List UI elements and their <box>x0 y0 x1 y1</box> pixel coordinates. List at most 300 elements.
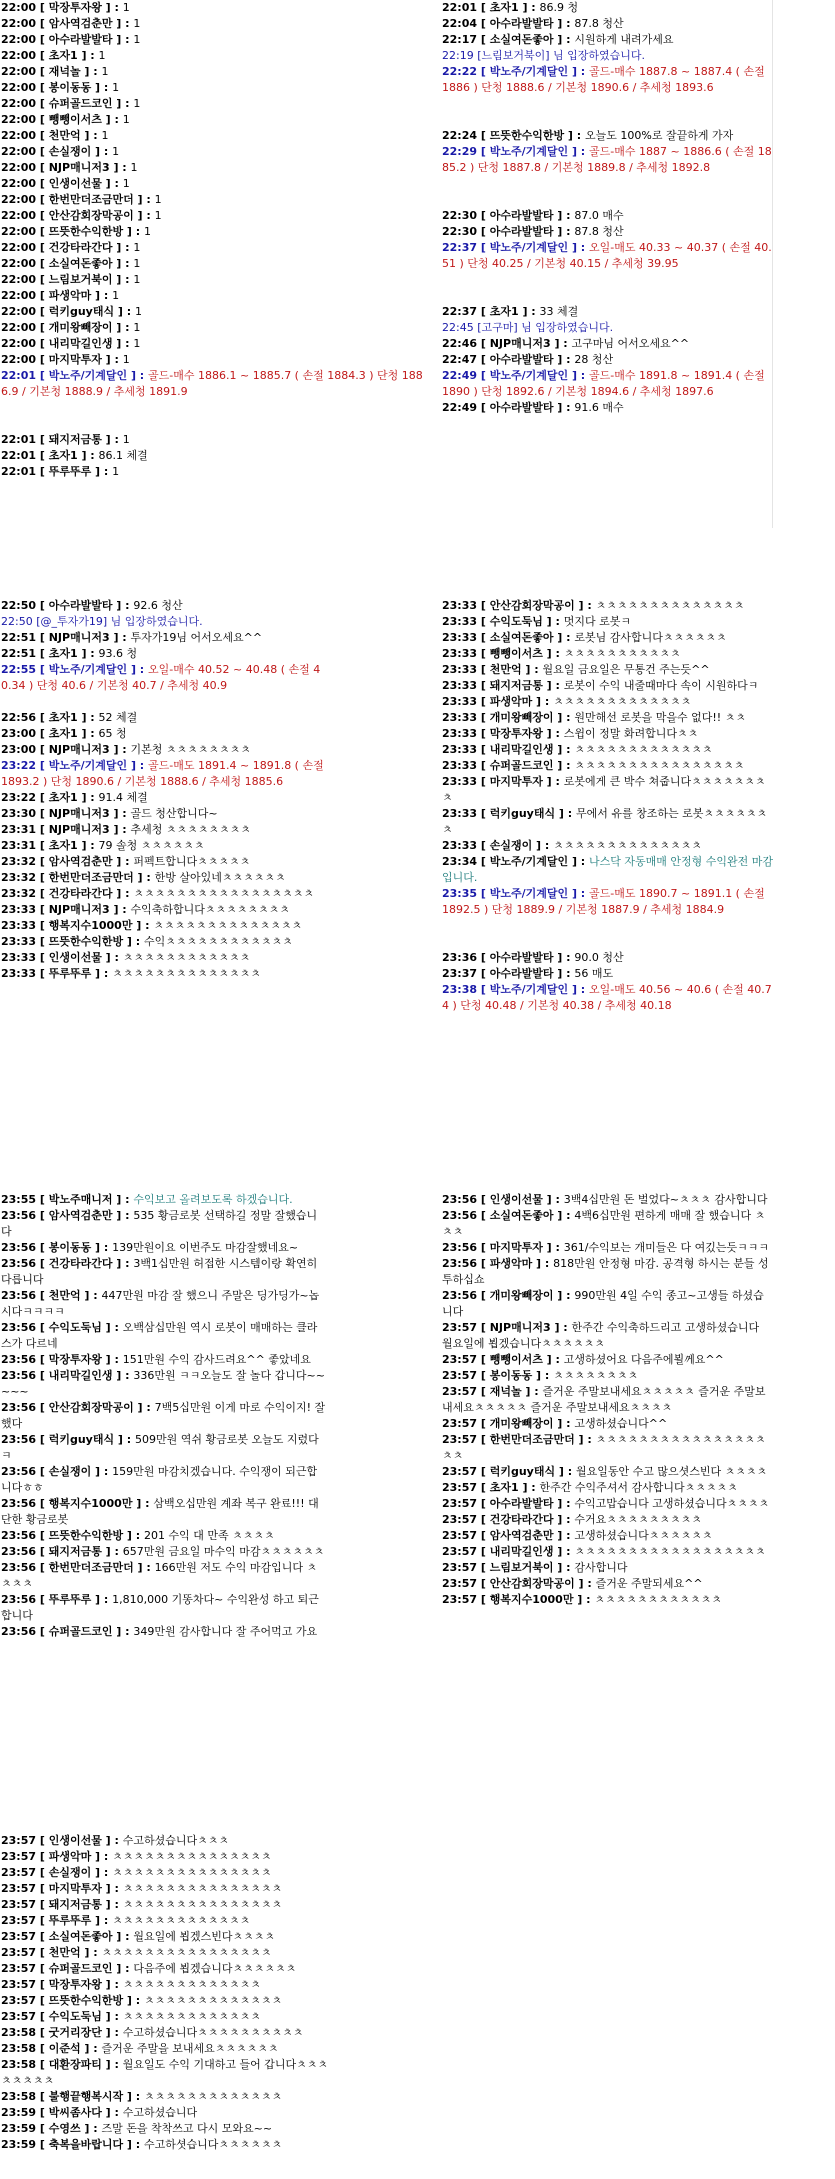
sender-name[interactable]: 파생악마 <box>489 1257 533 1270</box>
sender-name[interactable]: NJP매니저3 <box>489 1321 551 1334</box>
bracket-open: [ <box>477 1561 490 1574</box>
sender-name[interactable]: 초자1 <box>48 839 78 852</box>
sender-name[interactable]: 박노주/기계달인 <box>489 855 569 868</box>
bracket-open: [ <box>36 663 49 676</box>
bracket-open: [ <box>477 1433 490 1446</box>
message-text: 고생하셨어요 다음주에뵐께요^^ <box>563 1353 724 1366</box>
sender-name[interactable]: 박노주/기계달인 <box>48 369 128 382</box>
bracket-open: [ <box>36 465 49 478</box>
message-time: 22:00 <box>1 129 37 142</box>
sender-name[interactable]: 느림보거북이 <box>48 273 113 286</box>
chat-message <box>1 32 431 48</box>
bracket-open: [ <box>477 839 490 852</box>
sender-name[interactable]: 봉이동동 <box>489 1369 533 1382</box>
sender-name[interactable]: 안산감회장막공이 <box>48 209 134 222</box>
sender-name[interactable]: 아수라발발타 <box>489 17 554 30</box>
chat-message <box>1 192 431 208</box>
sender-name[interactable]: 초자1 <box>48 647 78 660</box>
sender-name[interactable]: 대환장파티 <box>48 2058 102 2071</box>
sender-name[interactable]: 슈퍼골드코인 <box>48 97 113 110</box>
bracket-close: ] : <box>112 1369 134 1382</box>
sender-name[interactable]: 마지막투자 <box>48 353 102 366</box>
chat-message <box>1 128 431 144</box>
message-text: 다음주에 뵙겠습니다ㅊㅊㅊㅊㅊㅊ <box>133 1962 297 1975</box>
bracket-close: ] : <box>553 1529 575 1542</box>
sender-name[interactable]: 아수라발발타 <box>489 209 554 222</box>
bracket-close: ] : <box>553 1545 575 1558</box>
message-time: 23:56 <box>1 1321 37 1334</box>
message-text: 추세청 ㅊㅊㅊㅊㅊㅊㅊㅊ <box>130 823 251 836</box>
sender-name[interactable]: 행복지수1000만 <box>48 919 133 932</box>
sender-name[interactable]: 막장투자왕 <box>48 1 102 14</box>
sender-name[interactable]: 한번만더조금만더 <box>48 871 134 884</box>
chat-message <box>1 1368 326 1400</box>
sender-name[interactable]: 암사역검춘만 <box>48 17 113 30</box>
sender-name[interactable]: 건강타라간다 <box>48 241 113 254</box>
sender-name[interactable]: 슈퍼골드코인 <box>48 1962 113 1975</box>
sender-name[interactable]: 수영쓰 <box>48 2122 81 2135</box>
message-text: 한방 살아있네ㅊㅊㅊㅊㅊㅊ <box>154 871 286 884</box>
sender-name[interactable]: 봉이동동 <box>48 81 92 94</box>
sender-name[interactable]: 돼지저금통 <box>489 679 543 692</box>
sender-name[interactable]: 손실쟁이 <box>48 1465 92 1478</box>
sender-name[interactable]: 박노주/기계달인 <box>48 759 128 772</box>
sender-name[interactable]: 내리막길인생 <box>48 337 113 350</box>
sender-name[interactable]: 초자1 <box>48 711 78 724</box>
bracket-close: ] : <box>112 855 134 868</box>
sender-name[interactable]: 박노주/기계달인 <box>489 369 569 382</box>
sender-name[interactable]: 아수라발발타 <box>48 599 113 612</box>
sender-name[interactable]: 개미왕빼장이 <box>489 711 554 724</box>
bracket-close: ] : <box>555 807 577 820</box>
message-time: 23:34 <box>442 855 478 868</box>
message-text: 원만해선 로봇을 막을수 없다!! ㅊㅊ <box>574 711 746 724</box>
message-text: 오일-매수 40.52 ~ 40.48 ( 손절 40.34 ) 단청 40.6 / 기본청 40.7 / 추세청 40.9 <box>1 663 321 692</box>
sender-name[interactable]: 인생이선물 <box>48 1834 102 1847</box>
chat-message <box>1 1993 331 2009</box>
sender-name[interactable]: 소실여돈좋아 <box>489 33 554 46</box>
sender-name[interactable]: 한번만더조금만더 <box>48 193 134 206</box>
chat-message <box>1 432 431 448</box>
chat-message <box>1 598 326 614</box>
sender-name[interactable]: 수익도둑님 <box>48 1321 102 1334</box>
bracket-close: ] : <box>542 1241 564 1254</box>
sender-name[interactable]: NJP매니저3 <box>48 743 110 756</box>
chat-message <box>442 1480 772 1496</box>
sender-name[interactable]: 아수라발발타 <box>48 33 113 46</box>
bracket-close: ] : <box>91 1593 113 1606</box>
sender-name[interactable]: 손실쟁이 <box>489 839 533 852</box>
chat-log-panel-3 <box>1 598 326 1138</box>
bracket-close: ] : <box>521 663 543 676</box>
chat-message <box>442 630 774 646</box>
sender-name[interactable]: NJP매니저3 <box>48 161 110 174</box>
sender-name[interactable]: 뜨뜻한수익한방 <box>48 1994 124 2007</box>
bracket-close: ] : <box>518 1481 540 1494</box>
sender-name[interactable]: 럭키guy태식 <box>489 807 556 820</box>
system-message <box>1 614 326 630</box>
message-text: 1 <box>112 289 120 302</box>
sender-name[interactable]: 소실여돈좋아 <box>489 1209 554 1222</box>
sender-name[interactable]: 막장투자왕 <box>48 1978 102 1991</box>
sender-name[interactable]: 파생악마 <box>48 1850 92 1863</box>
sender-name[interactable]: 암사역검춘만 <box>489 1529 554 1542</box>
sender-name[interactable]: 행복지수1000만 <box>48 1497 133 1510</box>
bracket-open: [ <box>477 983 490 996</box>
chat-message <box>1 1592 326 1624</box>
sender-name[interactable]: 박노주/기계달인 <box>489 65 569 78</box>
sender-name[interactable]: 뺑뺑이서츠 <box>489 647 543 660</box>
sender-name[interactable]: 천만억 <box>48 129 81 142</box>
sender-name[interactable]: 수익도둑님 <box>48 2010 102 2023</box>
message-text: 818만원 안정형 마감. 공격형 하시는 분들 성투하십쇼 <box>442 1257 769 1286</box>
message-text: 87.8 청산 <box>574 225 624 238</box>
bracket-close: ] : <box>518 1 540 14</box>
sender-name[interactable]: 암사역검춘만 <box>48 1209 113 1222</box>
sender-name[interactable]: 마지막투자 <box>489 775 543 788</box>
sender-name[interactable]: 파생악마 <box>48 289 92 302</box>
bracket-close: ] : <box>553 1513 575 1526</box>
message-text: 86.9 청 <box>539 1 579 14</box>
sender-name[interactable]: 박씨좀사다 <box>48 2106 102 2119</box>
chat-message <box>442 662 774 678</box>
chat-message <box>1 320 431 336</box>
sender-name[interactable]: 뺑뺑이서츠 <box>489 1353 543 1366</box>
sender-name[interactable]: 마지막투자 <box>48 1882 102 1895</box>
bracket-open: [ <box>36 161 49 174</box>
chat-message <box>1 112 431 128</box>
chat-message <box>442 966 774 982</box>
message-time: 23:56 <box>1 1257 37 1270</box>
bracket-close: ] : <box>553 1209 575 1222</box>
message-time: 23:33 <box>442 663 478 676</box>
message-text: ㅊㅊㅊㅊㅊㅊㅊㅊㅊㅊㅊㅊㅊㅊ <box>595 599 745 612</box>
sender-name[interactable]: 재넉놀 <box>489 1385 522 1398</box>
sender-name[interactable]: 박노주/기계달인 <box>489 241 569 254</box>
bracket-close: ] : <box>553 951 575 964</box>
sender-name[interactable]: 재넉놀 <box>48 65 81 78</box>
message-text: 201 수익 대 만족 ㅊㅊㅊㅊ <box>144 1529 275 1542</box>
sender-name[interactable]: 아수라발발타 <box>489 401 554 414</box>
chat-message <box>1 646 326 662</box>
chat-message <box>442 1528 772 1544</box>
chat-message <box>1 2105 331 2121</box>
chat-message <box>1 2041 331 2057</box>
bracket-close: ] : <box>132 919 154 932</box>
sender-name[interactable]: 뜨뜻한수익한방 <box>489 129 565 142</box>
chat-message <box>1 1464 326 1496</box>
message-text: 509만원 역쉬 황금로봇 오늘도 지렸다ㅋ <box>1 1433 319 1462</box>
bracket-open: [ <box>36 49 49 62</box>
message-text: 139만원이요 이번주도 마감잘했네요~ <box>112 1241 299 1254</box>
bracket-close: ] : <box>123 1529 145 1542</box>
bracket-open: [ <box>36 145 49 158</box>
sender-name[interactable]: 아수라발발타 <box>489 353 554 366</box>
message-time: 22:00 <box>1 305 37 318</box>
message-text: ㅊㅊㅊㅊㅊㅊㅊㅊㅊㅊㅊㅊ <box>122 951 251 964</box>
sender-name[interactable]: 내리막길인생 <box>489 1545 554 1558</box>
trade-signal-message <box>1 368 431 400</box>
sender-name[interactable]: 아수라발발타 <box>489 225 554 238</box>
bracket-close: ] : <box>91 465 113 478</box>
message-time: 23:57 <box>442 1529 478 1542</box>
message-text: 4백6십만원 편하게 매매 잘 했습니다 ㅊㅊㅊ <box>442 1209 766 1238</box>
message-text: 1 <box>122 353 130 366</box>
sender-name[interactable]: 돼지저금통 <box>48 433 102 446</box>
sender-name[interactable]: 초자1 <box>489 1481 519 1494</box>
sender-name[interactable]: 아수라발발타 <box>489 1497 554 1510</box>
sender-name[interactable]: 박노주/기계달인 <box>489 983 569 996</box>
chat-message <box>1 1945 331 1961</box>
sender-name[interactable]: 천만억 <box>48 1289 81 1302</box>
bracket-open: [ <box>477 759 490 772</box>
sender-name[interactable]: 소실여돈좋아 <box>48 1930 113 1943</box>
message-text: ㅊㅊㅊㅊㅊㅊㅊㅊㅊㅊㅊㅊㅊ <box>144 2090 283 2103</box>
bracket-open: [ <box>477 1289 490 1302</box>
bracket-close: ] : <box>109 903 131 916</box>
chat-message <box>1 1961 331 1977</box>
sender-name[interactable]: 축복을바랍니다 <box>48 2138 124 2151</box>
trade-signal-message <box>442 240 772 272</box>
chat-message <box>442 1368 772 1384</box>
sender-name[interactable]: 초자1 <box>48 449 78 462</box>
chat-log-panel-6 <box>442 1192 772 1732</box>
chat-message <box>442 1464 772 1480</box>
chat-message <box>1 854 326 870</box>
message-text: 고생하셨습니다^^ <box>574 1417 668 1430</box>
bracket-open: [ <box>477 17 490 30</box>
message-time: 23:33 <box>442 679 478 692</box>
sender-name[interactable]: 소실여돈좋아 <box>48 257 113 270</box>
sender-name[interactable]: 박노주매니저 <box>48 1193 113 1206</box>
message-time: 22:24 <box>442 129 478 142</box>
sender-name[interactable]: NJP매니저3 <box>48 823 110 836</box>
bracket-open: [ <box>36 225 49 238</box>
trade-signal-message <box>442 886 774 918</box>
chat-message <box>1 838 326 854</box>
blank-spacer <box>442 934 774 950</box>
sender-name[interactable]: 뚜루뚜루 <box>48 1914 92 1927</box>
sender-name[interactable]: 안산감회장막공이 <box>48 1401 134 1414</box>
sender-name[interactable]: NJP매니저3 <box>48 903 110 916</box>
bracket-open: [ <box>477 967 490 980</box>
chat-message <box>1 1352 326 1368</box>
bracket-open: [ <box>477 1209 490 1222</box>
bracket-open: [ <box>477 1593 490 1606</box>
chat-message <box>1 806 326 822</box>
sender-name[interactable]: 개미왕빼장이 <box>489 1289 554 1302</box>
sender-name[interactable]: 인생이선물 <box>48 177 102 190</box>
sender-name[interactable]: 파생악마 <box>489 695 533 708</box>
chat-message <box>1 742 326 758</box>
bracket-open: [ <box>36 305 49 318</box>
sender-name[interactable]: 아수라발발타 <box>489 967 554 980</box>
sender-name[interactable]: 뚜루뚜루 <box>48 967 92 980</box>
sender-name[interactable]: 느림보거북이 <box>489 1561 554 1574</box>
bracket-close: ] : <box>542 727 564 740</box>
sender-name[interactable]: 인생이선물 <box>48 951 102 964</box>
sender-name[interactable]: 손실쟁이 <box>48 145 92 158</box>
sender-name[interactable]: 초자1 <box>48 49 78 62</box>
sender-name[interactable]: 이준석 <box>48 2042 81 2055</box>
message-time: 22:49 <box>442 369 478 382</box>
message-text: 3백4십만원 돈 벌었다~ㅊㅊㅊ 감사합니다 <box>563 1193 768 1206</box>
chat-log-panel-4 <box>442 598 774 1138</box>
bracket-open: [ <box>36 1 49 14</box>
sender-name[interactable]: 건강타라간다 <box>489 1513 554 1526</box>
sender-name[interactable]: 뜨뜻한수익한방 <box>48 935 124 948</box>
message-text: 349만원 감사합니다 잘 주어먹고 가요 <box>133 1625 318 1638</box>
chat-message <box>1 1496 326 1528</box>
sender-name[interactable]: 소실여돈좋아 <box>489 631 554 644</box>
bracket-open: [ <box>477 33 490 46</box>
bracket-close: ] : <box>564 129 586 142</box>
chat-message <box>442 710 774 726</box>
sender-name[interactable]: 뜨뜻한수익한방 <box>48 225 124 238</box>
message-time: 23:33 <box>1 903 37 916</box>
bracket-open: [ <box>477 1369 490 1382</box>
bracket-close: ] : <box>574 1577 596 1590</box>
sender-name[interactable]: NJP매니저3 <box>48 631 110 644</box>
chat-message <box>1 630 326 646</box>
chat-message <box>1 144 431 160</box>
message-text: ㅊㅊㅊㅊㅊㅊㅊㅊㅊㅊㅊㅊㅊ <box>144 1994 283 2007</box>
sender-name[interactable]: NJP매니저3 <box>48 807 110 820</box>
message-time: 22:00 <box>1 97 37 110</box>
bracket-open: [ <box>36 113 49 126</box>
sender-name[interactable]: 돼지저금통 <box>48 1898 102 1911</box>
message-time: 23:33 <box>1 951 37 964</box>
sender-name[interactable]: 굿거리장단 <box>48 2026 102 2039</box>
bracket-open: [ <box>36 289 49 302</box>
bracket-close: ] : <box>77 839 99 852</box>
bracket-close: ] : <box>133 1561 155 1574</box>
message-time: 22:45 <box>442 321 474 334</box>
bracket-close: ] : <box>132 1497 154 1510</box>
bracket-close: ] : <box>101 2106 123 2119</box>
bracket-close: ] : <box>542 679 564 692</box>
message-text: 87.0 매수 <box>574 209 624 222</box>
chat-message <box>1 822 326 838</box>
message-time: 23:59 <box>1 2122 37 2135</box>
sender-name[interactable]: 막장투자왕 <box>48 1353 102 1366</box>
message-time: 23:56 <box>1 1401 37 1414</box>
sender-name[interactable]: 럭키guy태식 <box>48 1433 115 1446</box>
sender-name[interactable]: 내리막길인생 <box>489 743 554 756</box>
bracket-close: ] : <box>133 209 155 222</box>
sender-name[interactable]: 럭키guy태식 <box>48 305 115 318</box>
chat-message <box>442 598 774 614</box>
bracket-close: ] : <box>101 353 123 366</box>
sender-name[interactable]: 돼지저금통 <box>48 1545 102 1558</box>
sender-name[interactable]: 손실쟁이 <box>48 1866 92 1879</box>
bracket-open: [ <box>477 1513 490 1526</box>
sender-name[interactable]: 슈퍼골드코인 <box>489 759 554 772</box>
sender-name[interactable]: 뚜루뚜루 <box>48 1593 92 1606</box>
bracket-close: ] : <box>101 951 123 964</box>
chat-message <box>1 2089 331 2105</box>
sender-name[interactable]: 마지막투자 <box>489 1241 543 1254</box>
sender-name[interactable]: 안산감회장막공이 <box>489 599 575 612</box>
bracket-close: ] : <box>101 1 123 14</box>
sender-name[interactable]: 초자1 <box>489 305 519 318</box>
message-time: 22:04 <box>442 17 478 30</box>
sender-name[interactable]: 럭키guy태식 <box>489 1465 556 1478</box>
sender-name[interactable]: 암사역검춘만 <box>48 855 113 868</box>
message-time: 23:33 <box>442 695 478 708</box>
message-time: 23:59 <box>1 2106 37 2119</box>
sender-name[interactable]: 박노주/기계달인 <box>489 887 569 900</box>
sender-name[interactable]: 개미왕빼장이 <box>48 321 113 334</box>
sender-name[interactable]: 박노주/기계달인 <box>48 663 128 676</box>
sender-name[interactable]: 한번만더조금만더 <box>489 1433 575 1446</box>
bracket-open: [ <box>477 711 490 724</box>
sender-name[interactable]: 뚜루뚜루 <box>48 465 92 478</box>
sender-name[interactable]: 수익도둑님 <box>489 615 543 628</box>
sender-name[interactable]: 뺑뺑이서츠 <box>48 113 102 126</box>
bracket-close: ] : <box>109 823 131 836</box>
message-time: 22:00 <box>1 161 37 174</box>
sender-name[interactable]: 박노주/기계달인 <box>489 145 569 158</box>
message-text: 447만원 마감 잘 했으니 주말은 딩가딩가~놉시다ㅋㅋㅋㅋ <box>1 1289 320 1318</box>
sender-name[interactable]: 슈퍼골드코인 <box>48 1625 113 1638</box>
sender-name[interactable]: 막장투자왕 <box>489 727 543 740</box>
sender-name[interactable]: 천만억 <box>489 663 522 676</box>
sender-name[interactable]: 불행끝행복시작 <box>48 2090 124 2103</box>
chat-message <box>442 1384 772 1416</box>
message-time: 22:00 <box>1 1 37 14</box>
sender-name[interactable]: 건강타라간다 <box>48 1257 113 1270</box>
bracket-open: [ <box>477 1241 490 1254</box>
sender-name[interactable]: 한번만더조금만더 <box>48 1561 134 1574</box>
message-text: ㅊㅊㅊㅊㅊㅊㅊㅊ <box>553 1369 639 1382</box>
sender-name[interactable]: 인생이선물 <box>489 1193 543 1206</box>
sender-name[interactable]: 아수라발발타 <box>489 951 554 964</box>
sender-name[interactable]: 초자1 <box>489 1 519 14</box>
chat-message <box>1 1560 326 1592</box>
bracket-open: [ <box>477 775 490 788</box>
sender-name[interactable]: 초자1 <box>48 791 78 804</box>
bracket-open: [ <box>36 903 49 916</box>
sender-name[interactable]: 행복지수1000만 <box>489 1593 574 1606</box>
bracket-open: [ <box>36 2122 49 2135</box>
sender-name[interactable]: 건강타라간다 <box>48 887 113 900</box>
message-text: 1 <box>133 257 141 270</box>
sender-name[interactable]: 뜨뜻한수익한방 <box>48 1529 124 1542</box>
chat-message <box>442 16 772 32</box>
sender-name[interactable]: NJP매니저3 <box>489 337 551 350</box>
bracket-close: ] : <box>550 337 572 350</box>
bracket-close: ] : <box>112 1962 134 1975</box>
message-text: 즐거운 주말되세요^^ <box>595 1577 703 1590</box>
chat-message <box>1 710 326 726</box>
bracket-open: [ <box>36 1529 49 1542</box>
sender-name[interactable]: 내리막길인생 <box>48 1369 113 1382</box>
sender-name[interactable]: 천만억 <box>48 1946 81 1959</box>
sender-name[interactable]: 봉이동동 <box>48 1241 92 1254</box>
bracket-open: [ <box>477 401 490 414</box>
bracket-close: ] : <box>133 1401 155 1414</box>
bracket-close: ] : <box>112 33 134 46</box>
sender-name[interactable]: 안산감회장막공이 <box>489 1577 575 1590</box>
bracket-close: ] : <box>112 1193 134 1206</box>
message-time: 23:00 <box>1 743 37 756</box>
sender-name[interactable]: 초자1 <box>48 727 78 740</box>
bracket-open: [ <box>477 1257 490 1270</box>
sender-name[interactable]: 개미왕빼장이 <box>489 1417 554 1430</box>
bracket-open: [ <box>36 1353 49 1366</box>
bracket-open: [ <box>36 1898 49 1911</box>
